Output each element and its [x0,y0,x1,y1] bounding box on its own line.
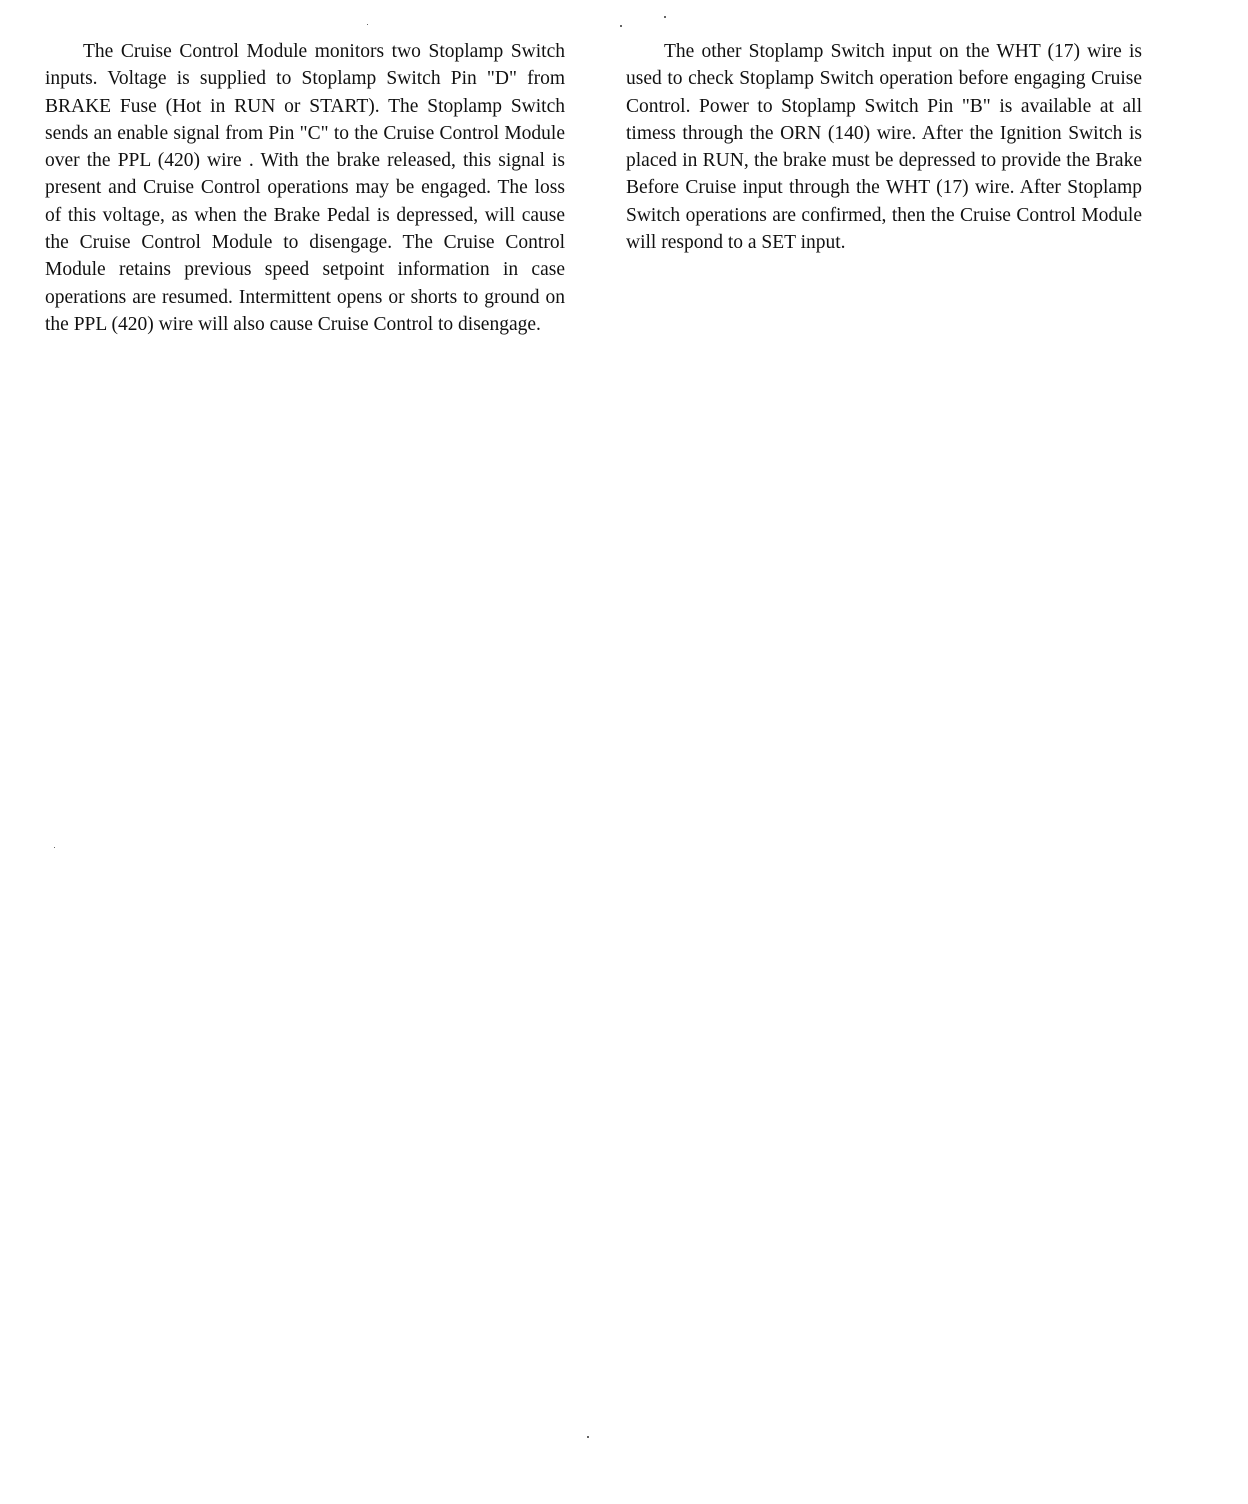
left-paragraph: The Cruise Control Module monitors two Stoplamp Switch inputs. Voltage is supplied to Stoplamp Switch Pin "D" from BRAKE Fuse (Hot in RUN or START). The Stoplamp Switch sends an enable signal from Pin "C" to the Cruise Control Module over the PPL (420) wire . With the brake released, this signal is present and Cruise Control operations may be engaged. The loss of this voltage, as when the Brake Pedal is depressed, will cause the Cruise Control Module to disengage. The Cruise Control Module retains previous speed setpoint information in case operations are resumed. Intermittent opens or shorts to ground on the PPL (420) wire will also cause Cruise Control to disengage. [45,41,565,335]
scan-speck [620,25,622,27]
scan-speck [54,847,55,848]
right-column [626,38,1142,256]
scan-speck [587,1436,589,1438]
left-column [45,38,565,338]
scan-speck [367,24,368,25]
right-paragraph: The other Stoplamp Switch input on the WHT (17) wire is used to check Stoplamp Switch operation before engaging Cruise Control. Power to Stoplamp Switch Pin "B" is available at all timess through the ORN (140) wire. After the Ignition Switch is placed in RUN, the brake must be depressed to provide the Brake Before Cruise input through the WHT (17) wire. After Stoplamp Switch operations are confirmed, then the Cruise Control Module will respond to a SET input. [626,41,1142,254]
scan-speck [664,16,666,18]
